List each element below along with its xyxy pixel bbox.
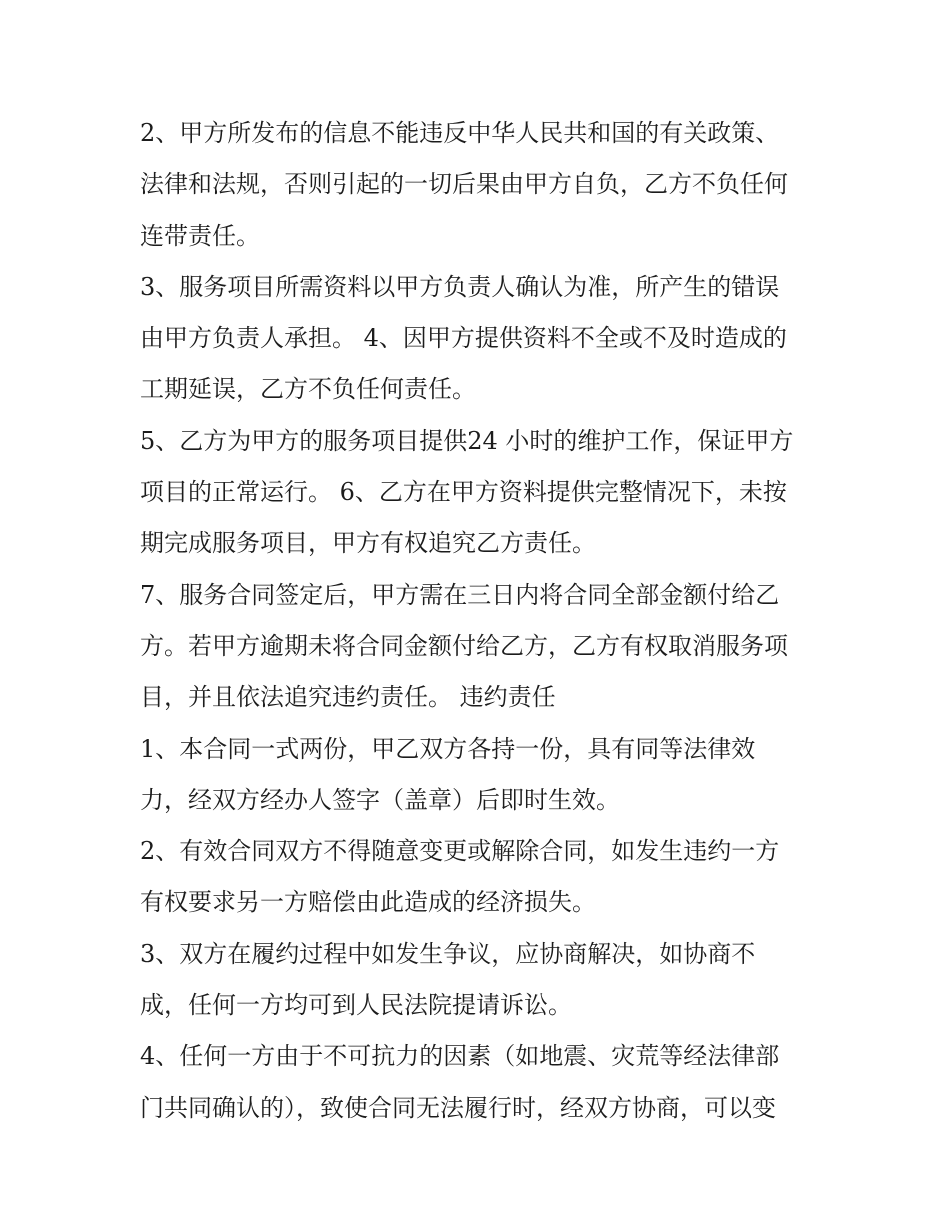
text-line: 2、甲方所发布的信息不能违反中华人民共和国的有关政策、 xyxy=(140,119,780,147)
text-line: 4、任何一方由于不可抗力的因素（如地震、灾荒等经法律部 xyxy=(140,1042,780,1071)
text-line: 力，经双方经办人签字（盖章）后即时生效。 xyxy=(140,785,620,814)
text-line: 2、有效合同双方不得随意变更或解除合同，如发生违约一方 xyxy=(140,837,780,866)
text-line: 期完成服务项目，甲方有权追究乙方责任。 xyxy=(140,529,596,558)
text-line: 5、乙方为甲方的服务项目提供24 小时的维护工作，保证甲方 xyxy=(140,426,794,455)
text-line: 由甲方负责人承担。 4、因甲方提供资料不全或不及时造成的 xyxy=(140,324,787,353)
text-line: 3、服务项目所需资料以甲方负责人确认为准，所产生的错误 xyxy=(140,272,780,301)
text-line: 1、本合同一式两份，甲乙双方各持一份，具有同等法律效 xyxy=(140,734,756,763)
text-line: 连带责任。 xyxy=(140,221,260,250)
text-line: 项目的正常运行。 6、乙方在甲方资料提供完整情况下，未按 xyxy=(140,478,787,507)
text-line: 方。若甲方逾期未将合同金额付给乙方，乙方有权取消服务项 xyxy=(140,631,788,660)
text-line: 法律和法规，否则引起的一切后果由甲方自负，乙方不负任何 xyxy=(140,170,788,199)
text-line: 工期延误，乙方不负任何责任。 xyxy=(140,375,476,404)
document-page xyxy=(140,108,820,1134)
text-line: 门共同确认的），致使合同无法履行时，经双方协商，可以变 xyxy=(140,1093,776,1122)
text-line: 3、双方在履约过程中如发生争议，应协商解决，如协商不 xyxy=(140,939,756,968)
text-line: 7、服务合同签定后，甲方需在三日内将合同全部金额付给乙 xyxy=(140,580,780,609)
text-line: 成，任何一方均可到人民法院提请诉讼。 xyxy=(140,991,572,1020)
text-line: 有权要求另一方赔偿由此造成的经济损失。 xyxy=(140,888,596,917)
text-line: 目，并且依法追究违约责任。 违约责任 xyxy=(140,683,556,712)
